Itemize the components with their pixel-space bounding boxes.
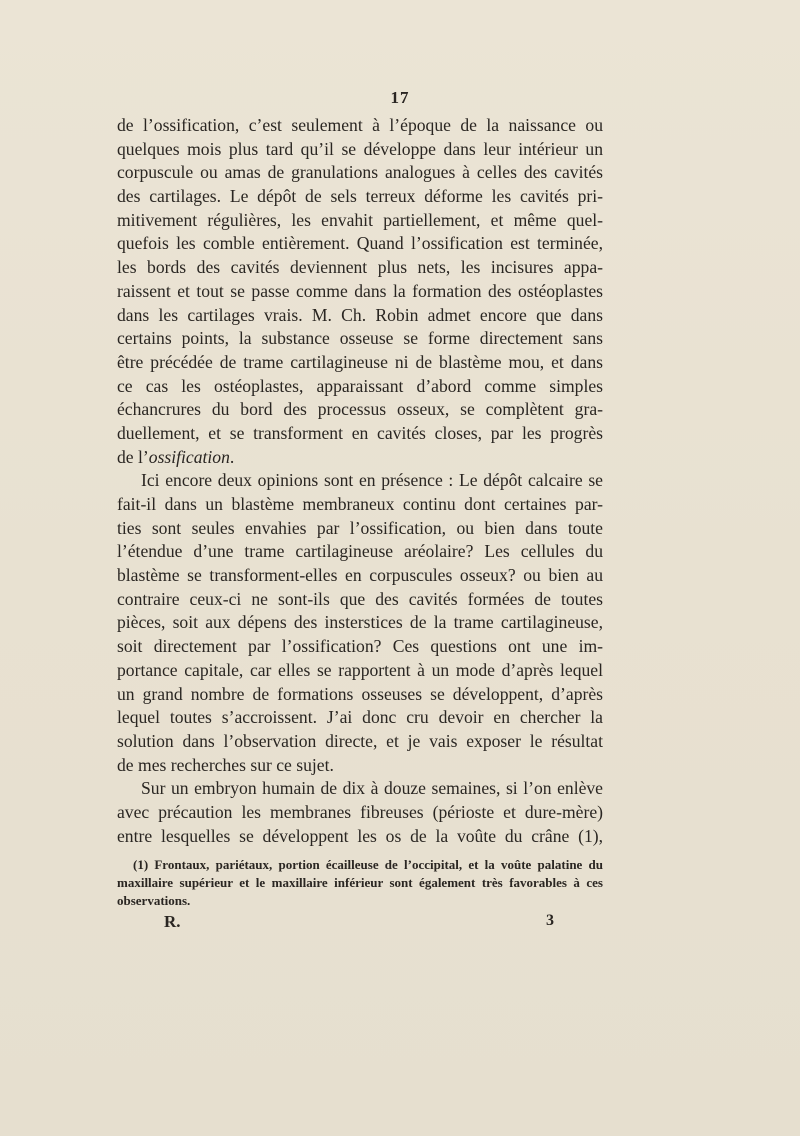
text-line xyxy=(117,280,603,304)
text-line xyxy=(117,209,603,233)
text-line-content: certains points, la substance osseuse se forme directement sans xyxy=(117,328,603,349)
text-line xyxy=(117,564,603,588)
text-line-content: les bords des cavités deviennent plus nets, les incisures appa- xyxy=(117,257,603,278)
text-line xyxy=(117,683,603,707)
text-line xyxy=(117,327,603,351)
text-line-content: avec précaution les membranes fibreuses (périoste et dure-mère) xyxy=(117,801,603,822)
text-line-content: pièces, soit aux dépens des insterstices de la trame cartilagineuse, xyxy=(117,612,603,633)
body-text xyxy=(117,114,603,848)
text-line-content: dans les cartilages vrais. M. Ch. Robin admet encore que dans xyxy=(117,304,603,325)
text-line-content: duellement, et se transforment en cavités closes, par les progrès xyxy=(117,422,603,443)
text-line xyxy=(117,635,603,659)
text-line xyxy=(117,493,603,517)
text-line xyxy=(117,304,603,328)
text-line-content: l’étendue d’une trame cartilagineuse aréolaire? Les cellules du xyxy=(117,541,603,562)
text-line-content: portance capitale, car elles se rapportent à un mode d’après lequel xyxy=(117,659,603,680)
text-line xyxy=(117,256,603,280)
text-line xyxy=(117,540,603,564)
text-line xyxy=(117,138,603,162)
footnote-line: (1) Frontaux, pariétaux, portion écailleuse de l’occipital, et la voûte palatine du xyxy=(133,857,603,872)
footnote-line: observations. xyxy=(117,893,191,908)
text-line-content: entre lesquelles se développent les os de la voûte du crâne (1), xyxy=(117,825,603,846)
text-line xyxy=(117,114,603,138)
text-line-content: mitivement régulières, les envahit partiellement, et même quel- xyxy=(117,209,603,230)
text-line xyxy=(117,611,603,635)
text-line-content: fait-il dans un blastème membraneux continu dont certaines par- xyxy=(117,494,603,514)
text-line-content: des cartilages. Le dépôt de sels terreux déforme les cavités pri- xyxy=(117,186,603,207)
text-line xyxy=(117,754,603,778)
text-line xyxy=(117,801,603,825)
sheet-number: 3 xyxy=(546,912,554,929)
page-number: 17 xyxy=(390,88,410,107)
text-line xyxy=(117,375,603,399)
text-line-content: blastème se transforment-elles en corpuscules osseux? ou bien au xyxy=(117,565,603,586)
text-line xyxy=(117,730,603,754)
text-line xyxy=(117,777,603,801)
text-line xyxy=(117,825,603,849)
text-line-content: de mes recherches sur ce sujet. xyxy=(117,754,334,775)
text-line-content: ce cas les ostéoplastes, apparaissant d’abord comme simples xyxy=(117,375,603,396)
text-line-content: corpuscule ou amas de granulations analogues à celles des cavités xyxy=(117,162,603,183)
text-line-content: échancrures du bord des processus osseux, se complètent gra- xyxy=(117,399,603,420)
text-line-content: un grand nombre de formations osseuses se développent, d’après xyxy=(117,683,603,704)
text-line-content: contraire ceux-ci ne sont-ils que des cavités formées de toutes xyxy=(117,588,603,609)
printer-signature-mark: R. xyxy=(164,912,181,931)
text-line xyxy=(117,422,603,446)
text-line xyxy=(117,185,603,209)
text-line-content: ties sont seules envahies par l’ossification, ou bien dans toute xyxy=(117,517,603,538)
text-line-content: de l’ossification, c’est seulement à l’époque de la naissance ou xyxy=(117,115,603,135)
text-line-content: lequel toutes s’accroissent. J’ai donc cru devoir en chercher la xyxy=(117,707,603,728)
text-line xyxy=(117,469,603,493)
text-line-content: soit directement par l’ossification? Ces questions ont une im- xyxy=(117,636,603,657)
text-line-content: Ici encore deux opinions sont en présence : Le dépôt calcaire se xyxy=(141,470,603,491)
text-line xyxy=(117,161,603,185)
text-line xyxy=(117,398,603,422)
text-line-content: raissent et tout se passe comme dans la formation des ostéoplastes xyxy=(117,280,603,301)
text-line xyxy=(117,351,603,375)
text-line xyxy=(117,517,603,541)
text-line xyxy=(117,588,603,612)
footnote-line: maxillaire supérieur et le maxillaire inférieur sont également très favorables à ces xyxy=(117,875,603,890)
text-line xyxy=(117,706,603,730)
footnote xyxy=(117,856,603,910)
text-line-content: quefois les comble entièrement. Quand l’ossification est terminée, xyxy=(117,233,603,254)
text-line-content: de l’ xyxy=(117,446,149,467)
text-line xyxy=(117,232,603,256)
text-line-content: Sur un embryon humain de dix à douze semaines, si l’on enlève xyxy=(141,778,603,799)
text-line xyxy=(117,659,603,683)
text-line-content: quelques mois plus tard qu’il se développe dans leur intérieur un xyxy=(117,138,603,159)
text-line xyxy=(117,446,603,470)
text-line-content: être précédée de trame cartilagineuse ni de blastème mou, et dans xyxy=(117,351,603,372)
text-line-content: solution dans l’observation directe, et je vais exposer le résultat xyxy=(117,730,603,751)
italic-term: ossification xyxy=(148,446,230,467)
text-line-punctuation: . xyxy=(229,446,235,467)
